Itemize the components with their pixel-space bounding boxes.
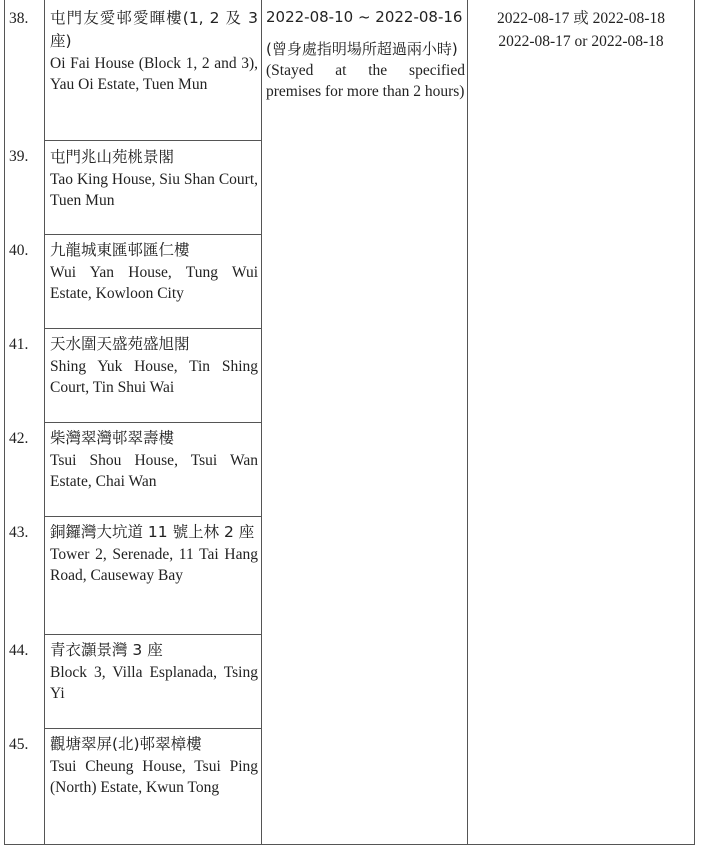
row-separator [44,634,262,635]
row-separator [44,140,262,141]
premises-name-en: Shing Yuk House, Tin Shing Court, Tin Shui Wai [50,358,258,396]
period-cell [266,6,465,102]
premises-name-en: Tsui Shou House, Tsui Wan Estate, Chai Wan [50,452,258,490]
premises-name-en: Block 3, Villa Esplanada, Tsing Yi [50,664,258,702]
table-border-right [694,0,695,845]
premises-name-en: Wui Yan House, Tung Wui Estate, Kowloon City [50,264,258,302]
premises-cell [50,427,258,492]
row-separator [44,328,262,329]
premises-name-zh: 九龍城東匯邨匯仁樓 [50,241,190,259]
premises-name-en: Tsui Cheung House, Tsui Ping (North) Estate, Kwun Tong [50,758,258,796]
row-separator [44,422,262,423]
test-dates-cell [468,7,694,53]
premises-cell [50,733,258,798]
premises-name-zh: 青衣灝景灣 3 座 [50,641,163,659]
premises-name-zh: 屯門友愛邨愛暉樓(1, 2 及 3 座) [50,9,258,50]
row-number: 42. [9,430,29,447]
premises-name-zh: 觀塘翠屏(北)邨翠樟樓 [50,735,202,753]
period-note-zh: (曾身處指明場所超過兩小時) [266,40,458,58]
premises-cell [50,7,258,95]
premises-cell [50,146,258,211]
row-number: 44. [9,642,29,659]
period-note-en: (Stayed at the specified premises for more than 2 hours) [266,62,465,100]
premises-name-en: Oi Fai House (Block 1, 2 and 3), Yau Oi Estate, Tuen Mun [50,55,258,93]
row-number: 43. [9,524,29,541]
premises-cell [50,521,258,586]
row-separator [44,728,262,729]
table-border-bottom [4,844,695,845]
premises-name-zh: 屯門兆山苑桃景閣 [50,148,175,166]
premises-cell [50,333,258,398]
column-divider-3 [467,0,468,845]
row-number: 40. [9,242,29,259]
row-number: 41. [9,336,29,353]
premises-name-zh: 天水圍天盛苑盛旭閣 [50,335,190,353]
premises-name-en: Tao King House, Siu Shan Court, Tuen Mun [50,171,258,209]
premises-name-zh: 柴灣翠灣邨翠壽樓 [50,429,175,447]
period-dates: 2022-08-10 ~ 2022-08-16 [266,8,463,26]
premises-cell [50,239,258,304]
row-number: 39. [9,148,29,165]
premises-cell [50,639,258,704]
test-dates-zh: 2022-08-17 或 2022-08-18 [497,10,665,27]
test-dates-en: 2022-08-17 or 2022-08-18 [498,33,664,50]
row-number: 45. [9,736,29,753]
table-border-left [4,0,5,845]
row-number: 38. [9,10,29,27]
premises-name-en: Tower 2, Serenade, 11 Tai Hang Road, Causeway Bay [50,546,258,584]
premises-name-zh: 銅鑼灣大坑道 11 號上林 2 座 [50,523,255,541]
row-separator [44,516,262,517]
row-separator [44,234,262,235]
